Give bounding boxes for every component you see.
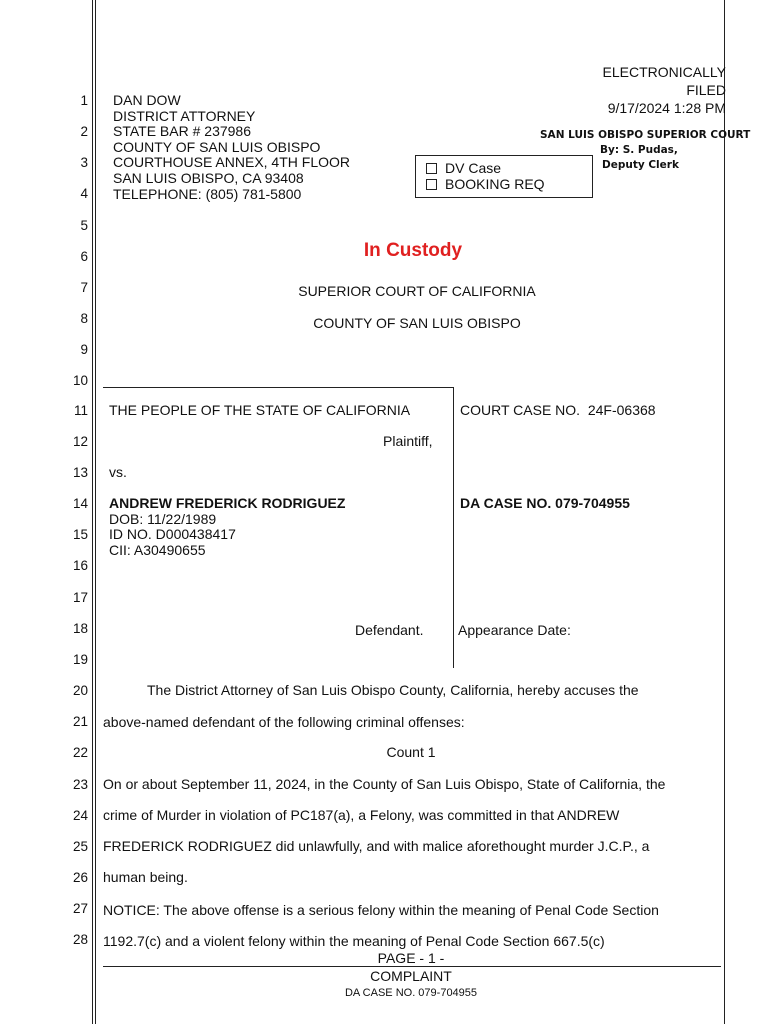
line-number: 10 (72, 373, 88, 388)
line-number: 3 (80, 155, 88, 170)
plaintiff-label: Plaintiff, (383, 433, 433, 449)
da-case-number: DA CASE NO. 079-704955 (460, 495, 630, 511)
dv-case-checkbox-row[interactable] (426, 160, 501, 176)
footer-title: COMPLAINT (370, 968, 452, 984)
appearance-date: Appearance Date: (458, 622, 571, 638)
dv-case-label: DV Case (445, 160, 502, 176)
line-number: 27 (72, 901, 88, 916)
line-number: 16 (72, 558, 88, 573)
caption-top-rule (103, 387, 453, 388)
custody-status: In Custody (363, 240, 463, 261)
line-number: 8 (80, 311, 88, 326)
booking-req-checkbox-row[interactable] (426, 176, 545, 192)
defendant-name: ANDREW FREDERICK RODRIGUEZ (109, 495, 346, 511)
line-number: 6 (80, 249, 88, 264)
efiled-label-2: FILED (686, 82, 726, 98)
attorney-header (113, 93, 350, 202)
count-text-line2: crime of Murder in violation of PC187(a), a Felony, was committed in that ANDREW (103, 807, 620, 823)
page-number: PAGE - 1 - (377, 950, 445, 966)
line-number: 2 (80, 124, 88, 139)
dv-case-checkbox[interactable] (426, 163, 437, 174)
left-margin-rule-outer (92, 0, 93, 1024)
stamp-clerk-title: Deputy Clerk (602, 159, 679, 171)
line-number: 9 (80, 342, 88, 357)
line-number: 14 (72, 496, 88, 511)
efiled-label-1: ELECTRONICALLY (602, 64, 726, 80)
notice-line1: NOTICE: The above offense is a serious felony within the meaning of Penal Code Section (103, 902, 659, 918)
stamp-clerk-by: By: S. Pudas, (600, 144, 678, 156)
attorney-city: SAN LUIS OBISPO, CA 93408 (113, 169, 304, 186)
court-case-label: COURT CASE NO. (460, 402, 581, 418)
accusation-paragraph-line2: above-named defendant of the following criminal offenses: (103, 714, 465, 730)
electronic-filing-stamp (603, 63, 726, 117)
caption-divider (453, 387, 454, 668)
stamp-court-name: SAN LUIS OBISPO SUPERIOR COURT (540, 129, 751, 141)
footer-case-number: DA CASE NO. 079-704955 (344, 987, 478, 999)
line-number: 22 (72, 745, 88, 760)
accusation-paragraph-line1: The District Attorney of San Luis Obispo County, California, hereby accuses the (147, 682, 639, 698)
attorney-county: COUNTY OF SAN LUIS OBISPO (113, 138, 321, 155)
court-county: COUNTY OF SAN LUIS OBISPO (313, 315, 521, 331)
line-number: 19 (72, 652, 88, 667)
line-number: 18 (72, 621, 88, 636)
count-heading: Count 1 (386, 744, 436, 760)
line-number: 13 (72, 465, 88, 480)
notice-line2: 1192.7(c) and a violent felony within the meaning of Penal Code Section 667.5(c) (103, 933, 605, 949)
defendant-dob: DOB: 11/22/1989 (109, 510, 217, 527)
defendant-id-number: ID NO. D000438417 (109, 526, 236, 543)
court-case-number (460, 403, 656, 419)
count-text-line3: FREDERICK RODRIGUEZ did unlawfully, and with malice aforethought murder J.C.P., a (103, 838, 650, 854)
court-name: SUPERIOR COURT OF CALIFORNIA (298, 283, 536, 299)
line-number: 24 (72, 808, 88, 823)
line-number: 4 (80, 186, 88, 201)
count-text-line4: human being. (103, 869, 188, 885)
plaintiff-name: THE PEOPLE OF THE STATE OF CALIFORNIA (109, 402, 411, 418)
line-number: 26 (72, 870, 88, 885)
filed-timestamp: 9/17/2024 1:28 PM (607, 100, 726, 116)
count-text-line1: On or about September 11, 2024, in the County of San Luis Obispo, State of California, the (103, 776, 666, 792)
line-number: 20 (72, 683, 88, 698)
booking-req-checkbox[interactable] (426, 179, 437, 190)
booking-req-label: BOOKING REQ (445, 176, 545, 192)
court-case-value: 24F-06368 (587, 402, 656, 418)
attorney-name: DAN DOW (113, 92, 181, 108)
line-number: 25 (72, 839, 88, 854)
versus: vs. (109, 464, 127, 480)
line-number: 17 (72, 590, 88, 605)
case-flags-box (415, 155, 593, 198)
attorney-address: COURTHOUSE ANNEX, 4TH FLOOR (113, 154, 351, 171)
line-number: 23 (72, 777, 88, 792)
line-number: 28 (72, 932, 88, 947)
attorney-phone: TELEPHONE: (805) 781-5800 (113, 185, 302, 202)
footer-rule (103, 966, 721, 967)
line-number: 15 (72, 527, 88, 542)
defendant-info (109, 496, 345, 558)
line-number: 5 (80, 218, 88, 233)
line-number: 21 (72, 714, 88, 729)
line-number: 11 (73, 403, 88, 418)
left-margin-rule-inner (95, 0, 96, 1024)
attorney-title: DISTRICT ATTORNEY (113, 107, 256, 124)
line-number: 12 (72, 434, 88, 449)
line-number: 1 (80, 93, 88, 108)
defendant-cii: CII: A30490655 (109, 541, 206, 558)
line-number: 7 (80, 280, 88, 295)
defendant-label: Defendant. (355, 622, 424, 638)
state-bar-number: STATE BAR # 237986 (113, 123, 251, 140)
